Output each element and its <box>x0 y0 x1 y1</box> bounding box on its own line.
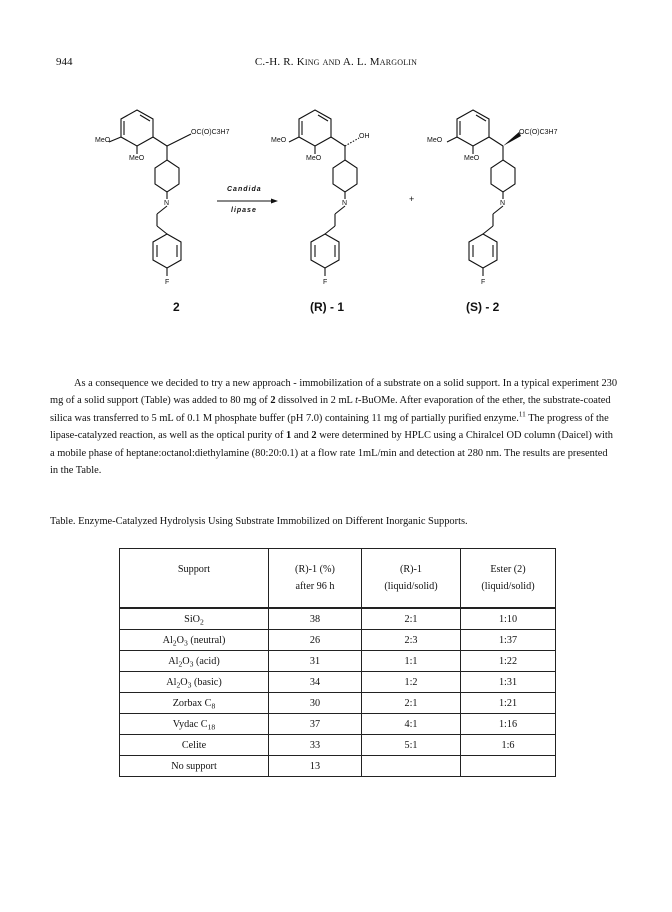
cell-support <box>120 630 269 651</box>
reaction-scheme-drawing <box>95 98 595 328</box>
support-text: O <box>176 634 184 646</box>
cell-support <box>120 672 269 693</box>
support-text: 2 <box>178 659 183 669</box>
support-text: 2 <box>172 638 177 648</box>
body-paragraph <box>50 375 618 479</box>
cell-r1-ratio: 1:1 <box>362 651 461 672</box>
cell-support <box>120 735 269 756</box>
molecule-ester-2 <box>95 110 230 286</box>
table-row <box>120 735 556 756</box>
cell-conversion: 26 <box>269 630 362 651</box>
reagent-lipase: lipase <box>231 207 257 214</box>
methoxy-label: MeO <box>306 155 322 162</box>
cell-r1-ratio: 2:1 <box>362 693 461 714</box>
table-row <box>120 608 556 630</box>
cell-support <box>120 693 269 714</box>
cell-r1-ratio: 1:2 <box>362 672 461 693</box>
support-text: O <box>182 655 190 667</box>
support-text: 18 <box>207 722 216 732</box>
table-row <box>120 693 556 714</box>
cell-r1-ratio: 2:1 <box>362 608 461 630</box>
compound-ref: 2 <box>311 430 317 442</box>
running-head-authors: C.-H. R. King and A. L. Margolin <box>254 56 418 68</box>
table-caption: Table. Enzyme-Catalyzed Hydrolysis Using Substrate Immobilized on Different Inorganic Supports. <box>50 516 468 527</box>
paragraph-text: were determined by HPLC using a Chiralcel OD column (Daicel) with a mobile phase of heptane:octanol:diethylamine (80:20:0.1) at a flow rate 1mL/min and detection at 280 nm. The results are presented in the Table. <box>50 430 613 477</box>
support-text: Zorbax C <box>172 697 212 709</box>
cell-conversion: 37 <box>269 714 362 735</box>
fluorine-label: F <box>165 279 170 286</box>
cell-conversion: 31 <box>269 651 362 672</box>
cell-ester-ratio: 1:10 <box>461 608 556 630</box>
cell-ester-ratio: 1:16 <box>461 714 556 735</box>
support-text: (basic) <box>191 676 222 688</box>
results-table <box>119 548 556 777</box>
support-text: 3 <box>189 659 194 669</box>
table-row <box>120 630 556 651</box>
nitrogen-label: N <box>500 200 506 207</box>
table-row <box>120 651 556 672</box>
plus-sign: + <box>409 194 415 204</box>
methoxy-label: MeO <box>271 137 287 144</box>
support-text: Al <box>166 676 177 688</box>
cell-r1-ratio: 4:1 <box>362 714 461 735</box>
compound-ref: 2 <box>270 395 276 407</box>
header-text: (R)-1 <box>399 564 423 575</box>
table-row <box>120 672 556 693</box>
paragraph-text: As a consequence we decided to try a new approach - immobilization of a substrate on a solid support. In a typical experiment 230 mg of a solid support (Table) was added to 80 mg of <box>50 378 618 407</box>
ester-group-label: OC(O)C3H7 <box>519 129 558 136</box>
methoxy-label: MeO <box>427 137 443 144</box>
cell-ester-ratio: 1:22 <box>461 651 556 672</box>
cell-ester-ratio: 1:37 <box>461 630 556 651</box>
header-text: (R)-1 (%) <box>295 564 335 575</box>
table-header-row <box>120 549 556 609</box>
nitrogen-label: N <box>342 200 348 207</box>
cell-conversion: 13 <box>269 756 362 777</box>
paragraph-text: -BuOMe. After evaporation of the ether, the substrate-coated silica was transferred to 5 mL of 0.1 M phosphate buffer (pH 7.0) containing 11 mg of partially purified enzyme. <box>50 395 611 424</box>
support-text: 8 <box>211 701 216 711</box>
page-number: 944 <box>56 56 73 68</box>
italic-prefix: t <box>355 395 358 407</box>
reference-superscript: 11 <box>518 410 526 419</box>
support-text: 3 <box>187 680 192 690</box>
paragraph-text: The progress of the lipase-catalyzed reaction, as well as the optical purity of <box>50 412 609 442</box>
compound-label-r-1: (R) - 1 <box>310 300 344 314</box>
reaction-scheme <box>95 98 595 328</box>
support-text: Al <box>168 655 179 667</box>
methoxy-label: MeO <box>95 137 111 144</box>
support-text: Celite <box>181 739 207 751</box>
support-text: Vydac C <box>172 718 208 730</box>
compound-ref: 1 <box>286 430 292 442</box>
support-text: SiO <box>184 613 201 625</box>
cell-ester-ratio: 1:21 <box>461 693 556 714</box>
reagent-candida: Candida <box>227 186 262 193</box>
fluorine-label: F <box>481 279 486 286</box>
cell-conversion: 38 <box>269 608 362 630</box>
paragraph-text: dissolved in 2 mL <box>275 395 356 407</box>
header-ester-ratio <box>461 549 556 609</box>
header-text: Support <box>177 564 211 575</box>
cell-r1-ratio: 2:3 <box>362 630 461 651</box>
hydroxyl-label: OH <box>359 133 370 140</box>
header-text: (liquid/solid) <box>481 581 535 592</box>
support-text: (acid) <box>193 655 220 667</box>
methoxy-label: MeO <box>129 155 145 162</box>
support-text: O <box>180 676 188 688</box>
support-text: (neutral) <box>187 634 226 646</box>
methoxy-label: MeO <box>464 155 480 162</box>
cell-r1-ratio: 5:1 <box>362 735 461 756</box>
header-support <box>120 549 269 609</box>
cell-ester-ratio: 1:31 <box>461 672 556 693</box>
support-text: 2 <box>200 617 204 627</box>
header-conversion <box>269 549 362 609</box>
cell-conversion: 33 <box>269 735 362 756</box>
cell-support <box>120 608 269 630</box>
ester-group-label: OC(O)C3H7 <box>191 129 230 136</box>
molecule-r-1 <box>271 110 370 286</box>
support-text: 3 <box>183 638 188 648</box>
cell-ester-ratio: 1:6 <box>461 735 556 756</box>
header-text: (liquid/solid) <box>384 581 438 592</box>
compound-label-s-2: (S) - 2 <box>466 300 500 314</box>
cell-ester-ratio <box>461 756 556 777</box>
table-row <box>120 714 556 735</box>
cell-support <box>120 651 269 672</box>
paragraph-text: and <box>291 430 312 442</box>
cell-conversion: 34 <box>269 672 362 693</box>
support-text: 2 <box>176 680 181 690</box>
header-text: Ester (2) <box>490 564 526 575</box>
table-row <box>120 756 556 777</box>
molecule-s-2 <box>427 110 558 286</box>
cell-support <box>120 756 269 777</box>
fluorine-label: F <box>323 279 328 286</box>
nitrogen-label: N <box>164 200 170 207</box>
cell-conversion: 30 <box>269 693 362 714</box>
header-text: after 96 h <box>295 581 335 592</box>
cell-support <box>120 714 269 735</box>
reaction-arrow <box>217 186 278 214</box>
support-text: Al <box>162 634 173 646</box>
cell-r1-ratio <box>362 756 461 777</box>
support-text: No support <box>171 760 217 772</box>
compound-label-2: 2 <box>173 300 180 314</box>
header-r1-ratio <box>362 549 461 609</box>
